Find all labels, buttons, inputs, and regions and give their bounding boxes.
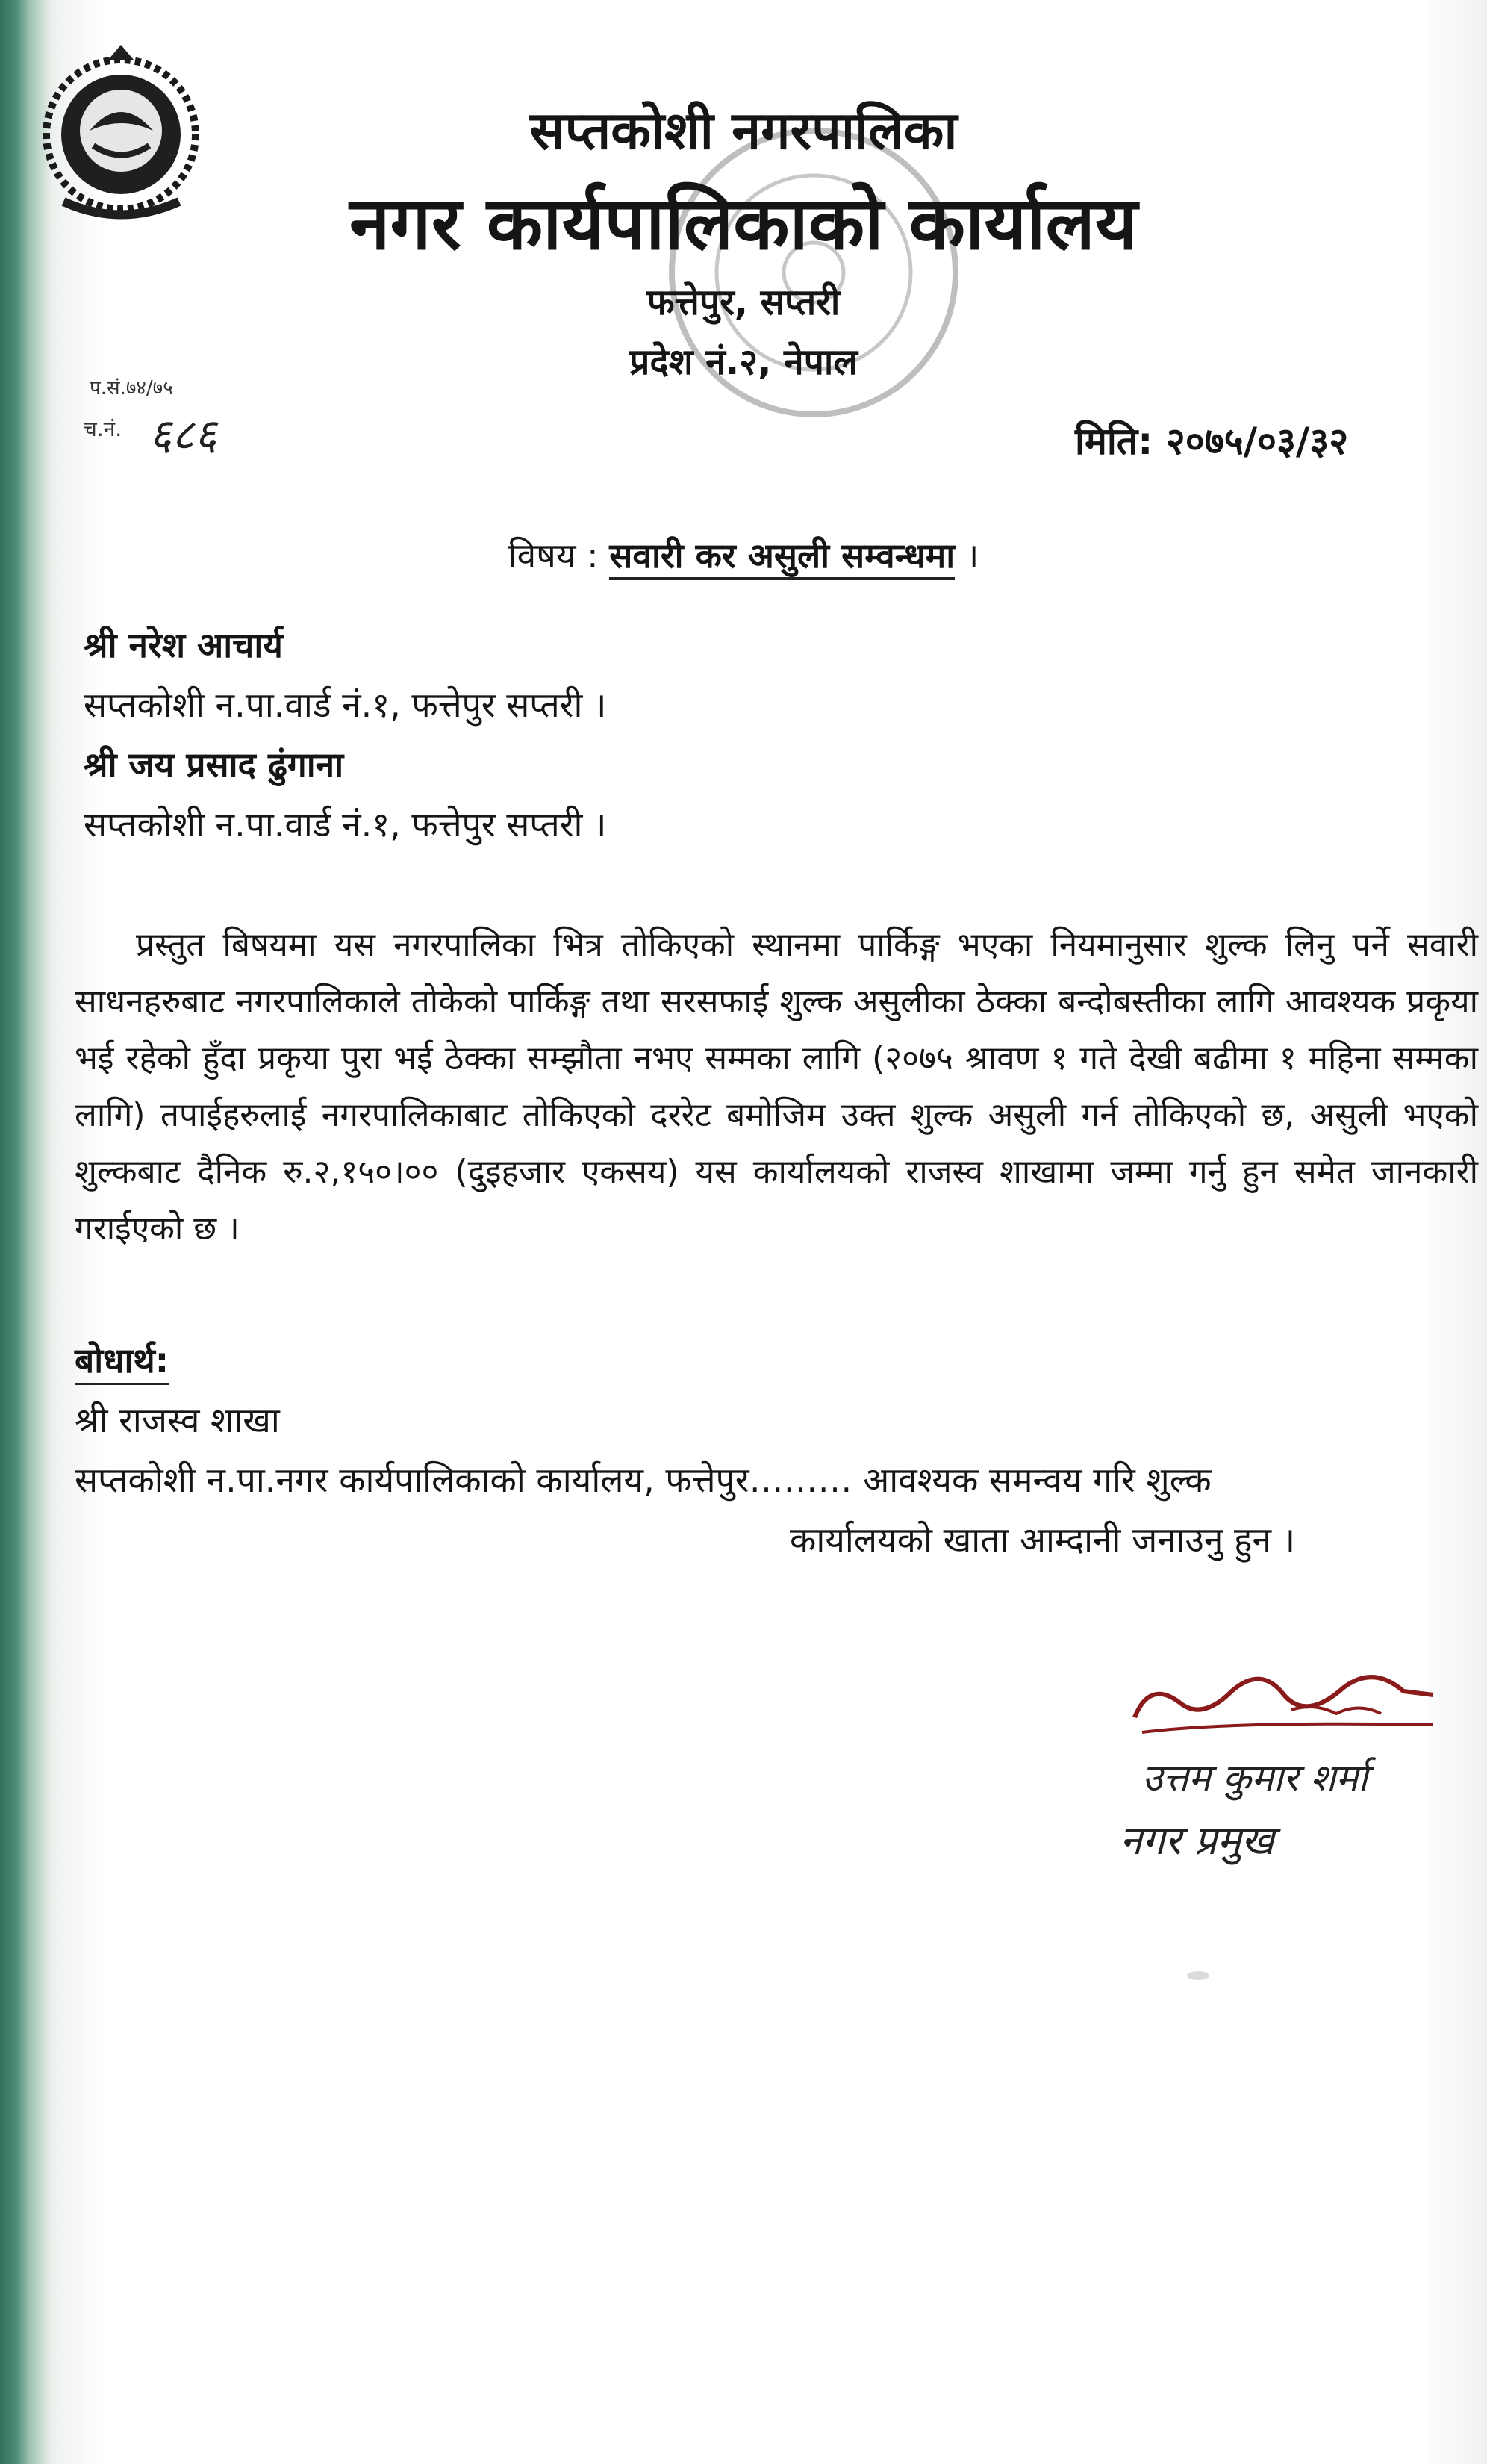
cc-recipient: श्री राजस्व शाखा	[75, 1400, 280, 1440]
office-name: नगर कार्यपालिकाको कार्यालय	[349, 181, 1138, 267]
dispatch-number: ६८६	[149, 409, 217, 460]
signature-icon	[1120, 1650, 1448, 1755]
signer-name: उत्तम कुमार शर्मा	[1142, 1756, 1368, 1799]
reference-number: प.सं.७४/७५	[90, 377, 173, 399]
recipient-address: सप्तकोशी न.पा.वार्ड नं.१, फत्तेपुर सप्तरी ।	[84, 804, 607, 844]
recipient-name: श्री नरेश आचार्य	[84, 625, 283, 665]
cc-label: बोधार्थ:	[75, 1337, 169, 1385]
dispatch-label: च.नं.	[84, 417, 122, 441]
cc-instruction-cont: कार्यालयको खाता आम्दानी जनाउनु हुन ।	[790, 1519, 1296, 1560]
recipient-address: सप्तकोशी न.पा.वार्ड नं.१, फत्तेपुर सप्तरी ।	[84, 685, 607, 725]
subject-end: ।	[965, 535, 979, 576]
province-line: प्रदेश नं.२, नेपाल	[629, 341, 858, 383]
letter-body: प्रस्तुत बिषयमा यस नगरपालिका भित्र तोकिएको स्थानमा पार्किङ्ग भएका नियमानुसार शुल्क लिनु पर्ने सवारी साधनहरुबाट नगरपालिकाले तोकेको पार्किङ्ग तथा सरसफाई शुल्क असुलीका ठेक्का बन्दोबस्तीका लागि आवश्यक प्रकृया भई रहेको हुँदा प्रकृया पुरा भई ठेक्का सम्झौता नभए सम्मका लागि (२०७५ श्रावण १ गते देखी बढीमा १ महिना सम्मका लागि) तपाईहरुलाई नगरपालिकाबाट तोकिएको दररेट बमोजिम उक्त शुल्क असुली गर्न तोकिएको छ, असुली भएको शुल्कबाट दैनिक रु.२,१५०।०० (दुइहजार एकसय) यस कार्यालयको राजस्व शाखामा जम्मा गर्नु हुन समेत जानकारी गराईएको छ ।	[75, 926, 1478, 1248]
scan-speck	[1187, 1971, 1209, 1980]
subject-label: विषय :	[508, 535, 599, 576]
subject-text: सवारी कर असुली सम्वन्धमा	[609, 535, 955, 580]
office-location: फत्तेपुर, सप्तरी	[646, 281, 841, 323]
letter-date: मिति: २०७५/०३/३२	[1075, 420, 1349, 463]
recipient-name: श्री जय प्रसाद ढुंगाना	[84, 744, 344, 785]
cc-instruction: सप्तकोशी न.पा.नगर कार्यपालिकाको कार्यालय, फत्तेपुर……… आवश्यक समन्वय गरि शुल्क	[75, 1460, 1212, 1500]
subject-line	[0, 532, 1487, 578]
signer-title: नगर प्रमुख	[1120, 1817, 1274, 1864]
municipality-name: सप्तकोशी नगरपालिका	[529, 100, 958, 161]
